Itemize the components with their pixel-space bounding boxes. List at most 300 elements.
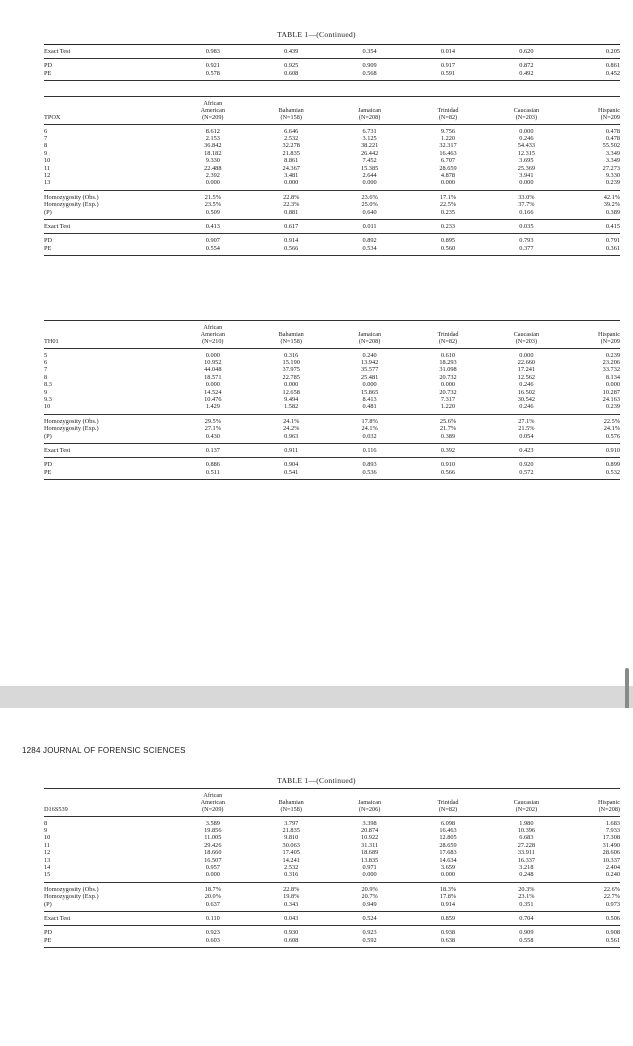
allele-frequency: 7.452 xyxy=(362,157,377,165)
header-line: (N=206) xyxy=(358,806,381,814)
allele-row xyxy=(44,179,620,186)
allele-frequency: 30.063 xyxy=(282,841,300,849)
allele-label: 8 xyxy=(44,142,48,150)
row-homo-obs xyxy=(44,886,620,893)
cell-value: 0.872 xyxy=(519,62,534,70)
allele-frequency: 38.221 xyxy=(360,142,379,150)
header-line: (N=202) xyxy=(515,806,538,814)
cell-value: 0.921 xyxy=(205,62,220,70)
allele-label: 10 xyxy=(44,157,51,165)
cell-value: 0.011 xyxy=(362,223,377,231)
allele-frequency: 3.349 xyxy=(605,157,620,165)
cell-value: 0.638 xyxy=(440,936,456,944)
allele-frequency: 9.756 xyxy=(440,127,456,135)
allele-frequency: 10.287 xyxy=(602,388,620,396)
cell-value: 0.389 xyxy=(440,432,456,440)
header-line: Hispanic xyxy=(598,331,620,339)
column-header xyxy=(330,789,408,816)
row-p xyxy=(44,901,620,908)
cell-value: 0.452 xyxy=(605,69,620,77)
cell-value: 0.859 xyxy=(440,915,456,923)
allele-frequency: 1.980 xyxy=(519,819,534,827)
allele-row xyxy=(44,165,620,172)
cell-value: 0.592 xyxy=(362,936,377,944)
header-line: Hispanic xyxy=(598,107,620,115)
allele-frequency: 14.241 xyxy=(282,856,300,864)
allele-frequency: 16.507 xyxy=(204,856,222,864)
allele-frequency: 3.797 xyxy=(284,819,299,827)
cell-value: 18.7% xyxy=(204,885,221,893)
allele-frequency: 0.240 xyxy=(605,871,620,879)
allele-row xyxy=(44,374,620,381)
header-line: (N=208) xyxy=(358,114,381,122)
cell-value: 0.413 xyxy=(205,223,220,231)
allele-frequency: 17.405 xyxy=(282,849,300,857)
column-header xyxy=(252,321,330,348)
allele-frequency: 17.308 xyxy=(602,834,620,842)
allele-frequency: 3.481 xyxy=(284,172,299,180)
allele-frequency: 27.228 xyxy=(517,841,536,849)
row-pe xyxy=(44,469,620,476)
cell-value: 22.5% xyxy=(603,417,620,425)
header-line: American xyxy=(200,799,226,807)
cell-value: 23.5% xyxy=(204,201,221,209)
allele-row xyxy=(44,128,620,135)
header-line: (N=209 xyxy=(600,338,620,346)
cell-value: 24.1% xyxy=(283,417,300,425)
row-p xyxy=(44,433,620,440)
allele-row xyxy=(44,381,620,388)
cell-value: 0.925 xyxy=(284,62,299,70)
cell-value: 0.561 xyxy=(605,936,620,944)
allele-frequency: 9.330 xyxy=(605,172,620,180)
cell-value: 0.576 xyxy=(605,432,620,440)
allele-label: 8 xyxy=(44,373,48,381)
row-homo-exp xyxy=(44,893,620,900)
cell-value: 27.1% xyxy=(518,417,535,425)
allele-frequency: 4.878 xyxy=(440,172,456,180)
cell-value: 0.914 xyxy=(440,900,456,908)
cell-value: 0.923 xyxy=(205,929,220,937)
row-pe xyxy=(44,245,620,252)
column-header xyxy=(487,789,565,816)
allele-frequency: 3.218 xyxy=(519,864,534,872)
locus-name: TH01 xyxy=(44,338,59,346)
header-line: (N=209 xyxy=(600,114,620,122)
allele-frequency: 13.835 xyxy=(360,856,379,864)
row-label: (P) xyxy=(44,208,52,216)
allele-frequency: 0.957 xyxy=(205,864,220,872)
cell-value: 0.923 xyxy=(362,929,377,937)
cell-value: 0.166 xyxy=(519,208,534,216)
cell-value: 37.7% xyxy=(518,201,535,209)
allele-frequency: 16.463 xyxy=(439,149,457,157)
allele-frequency: 6.646 xyxy=(284,127,299,135)
row-label: Exact Test xyxy=(44,447,71,455)
allele-frequency: 0.000 xyxy=(440,871,456,879)
header-line: Bahamian xyxy=(278,107,304,115)
allele-frequency: 27.273 xyxy=(602,164,620,172)
cell-value: 0.886 xyxy=(205,461,220,469)
cell-value: 0.791 xyxy=(605,237,620,245)
header-line: (N=210) xyxy=(202,338,224,346)
allele-frequency: 33.732 xyxy=(602,366,620,374)
cell-value: 0.909 xyxy=(519,929,534,937)
cell-value: 22.6% xyxy=(603,885,620,893)
allele-frequency: 0.248 xyxy=(519,871,534,879)
allele-frequency: 13.942 xyxy=(360,359,379,367)
allele-frequency: 18.689 xyxy=(360,849,379,857)
allele-frequency: 8.612 xyxy=(205,127,220,135)
allele-frequency: 0.246 xyxy=(519,403,534,411)
cell-value: 0.793 xyxy=(519,237,534,245)
row-label: Homozygosity (Obs.) xyxy=(44,193,99,201)
cell-value: 0.043 xyxy=(284,915,299,923)
cell-value: 0.054 xyxy=(519,432,534,440)
cell-value: 0.430 xyxy=(205,432,220,440)
allele-frequency: 9.330 xyxy=(205,157,220,165)
allele-row xyxy=(44,359,620,366)
column-header xyxy=(330,321,408,348)
cell-value: 0.205 xyxy=(605,48,620,55)
allele-row xyxy=(44,849,620,856)
allele-row xyxy=(44,871,620,878)
allele-frequency: 29.426 xyxy=(204,841,222,849)
allele-frequency: 31.098 xyxy=(439,366,457,374)
column-header xyxy=(174,97,252,124)
header-line: Bahamian xyxy=(278,799,304,807)
allele-frequency: 0.971 xyxy=(362,864,377,872)
cell-value: 33.0% xyxy=(518,193,535,201)
row-homo-exp xyxy=(44,425,620,432)
allele-frequency: 10.476 xyxy=(204,396,222,404)
header-line: Jamaican xyxy=(358,331,382,339)
allele-frequency: 14.634 xyxy=(439,856,457,864)
allele-label: 13 xyxy=(44,856,51,864)
allele-frequency: 54.433 xyxy=(517,142,536,150)
cell-value: 0.620 xyxy=(519,48,534,55)
allele-frequency: 0.000 xyxy=(605,381,620,389)
allele-label: 6 xyxy=(44,127,48,135)
column-header xyxy=(252,97,330,124)
cell-value: 24.2% xyxy=(283,425,300,433)
cell-value: 0.560 xyxy=(440,244,456,252)
cell-value: 22.7% xyxy=(603,893,620,901)
allele-row xyxy=(44,157,620,164)
allele-frequency: 16.502 xyxy=(517,388,536,396)
allele-frequency: 10.396 xyxy=(517,827,536,835)
allele-frequency: 0.316 xyxy=(284,871,299,879)
allele-frequency: 0.000 xyxy=(362,871,377,879)
allele-frequency: 33.911 xyxy=(517,849,535,857)
allele-frequency: 1.429 xyxy=(205,403,220,411)
allele-label: 11 xyxy=(44,164,51,172)
cell-value: 25.6% xyxy=(439,417,457,425)
cell-value: 0.983 xyxy=(205,48,220,55)
allele-frequency: 28.606 xyxy=(602,849,620,857)
row-label: PE xyxy=(44,69,52,77)
row-label: PD xyxy=(44,929,53,937)
header-line: Hispanic xyxy=(598,799,620,807)
allele-label: 8.3 xyxy=(44,381,52,389)
allele-frequency: 7.317 xyxy=(440,396,456,404)
cell-value: 0.233 xyxy=(440,223,456,231)
allele-frequency: 22.488 xyxy=(204,164,222,172)
header-line: Caucasian xyxy=(513,799,540,807)
allele-row xyxy=(44,135,620,142)
cell-value: 29.5% xyxy=(204,417,221,425)
allele-frequency: 0.239 xyxy=(605,403,620,411)
header-line: (N=158) xyxy=(280,338,302,346)
allele-frequency: 32.317 xyxy=(439,142,457,150)
allele-frequency: 19.856 xyxy=(204,827,222,835)
allele-frequency: 0.000 xyxy=(362,179,377,187)
cell-value: 22.8% xyxy=(283,885,300,893)
cell-value: 0.949 xyxy=(362,900,377,908)
cell-value: 0.608 xyxy=(284,69,299,77)
header-line: Jamaican xyxy=(358,799,382,807)
row-pe xyxy=(44,70,620,77)
row-exact-test xyxy=(44,223,620,230)
locus-name: TPOX xyxy=(44,114,61,122)
allele-frequency: 1.683 xyxy=(605,819,620,827)
allele-frequency: 32.278 xyxy=(282,142,300,150)
allele-frequency: 0.000 xyxy=(440,381,456,389)
allele-frequency: 18.660 xyxy=(204,849,222,857)
cell-value: 0.914 xyxy=(284,237,299,245)
row-label: PD xyxy=(44,461,53,469)
cell-value: 0.909 xyxy=(362,62,377,70)
cell-value: 0.893 xyxy=(362,461,377,469)
allele-frequency: 20.732 xyxy=(439,388,457,396)
allele-frequency: 0.000 xyxy=(284,381,299,389)
allele-row xyxy=(44,857,620,864)
allele-frequency: 0.000 xyxy=(284,179,299,187)
allele-frequency: 1.582 xyxy=(284,403,299,411)
cell-value: 24.1% xyxy=(603,425,620,433)
allele-row xyxy=(44,827,620,834)
locus-name: D16S539 xyxy=(44,806,68,814)
allele-frequency: 6.098 xyxy=(440,819,456,827)
cell-value: 0.554 xyxy=(205,244,220,252)
cell-value: 0.116 xyxy=(362,447,377,455)
header-line: Bahamian xyxy=(278,331,304,339)
row-label: Exact Test xyxy=(44,48,71,55)
allele-frequency: 6.731 xyxy=(362,127,377,135)
cell-value: 0.907 xyxy=(205,237,220,245)
allele-label: 11 xyxy=(44,841,51,849)
allele-frequency: 31.490 xyxy=(602,841,620,849)
cell-value: 0.911 xyxy=(284,447,299,455)
cell-value: 20.9% xyxy=(361,885,378,893)
allele-frequency: 17.241 xyxy=(517,366,536,374)
cell-value: 0.014 xyxy=(440,48,456,55)
allele-frequency: 0.239 xyxy=(605,351,620,359)
allele-frequency: 21.835 xyxy=(282,149,300,157)
allele-frequency: 18.293 xyxy=(439,359,457,367)
allele-row xyxy=(44,820,620,827)
allele-frequency: 10.952 xyxy=(204,359,222,367)
header-line: Trinidad xyxy=(437,331,459,339)
allele-label: 7 xyxy=(44,135,48,143)
header-line: African xyxy=(203,324,223,331)
table-title: TABLE 1—(Continued) xyxy=(277,30,356,39)
allele-row xyxy=(44,352,620,359)
allele-row xyxy=(44,389,620,396)
cell-value: 20.0% xyxy=(204,893,221,901)
column-header xyxy=(252,789,330,816)
row-label: Homozygosity (Exp.) xyxy=(44,425,99,433)
row-label: Homozygosity (Exp.) xyxy=(44,893,99,901)
cell-value: 0.568 xyxy=(362,69,377,77)
allele-label: 9 xyxy=(44,827,48,835)
allele-frequency: 11.005 xyxy=(204,834,222,842)
allele-frequency: 0.246 xyxy=(519,381,534,389)
allele-frequency: 0.000 xyxy=(362,381,377,389)
header-line: (N=203) xyxy=(515,114,538,122)
allele-row xyxy=(44,403,620,410)
row-label: Homozygosity (Obs.) xyxy=(44,417,99,425)
allele-label: 5 xyxy=(44,351,48,359)
allele-frequency: 15.865 xyxy=(360,388,379,396)
header-line: African xyxy=(203,100,223,107)
allele-frequency: 0.000 xyxy=(519,127,534,135)
allele-frequency: 2.392 xyxy=(205,172,220,180)
cell-value: 18.3% xyxy=(439,885,457,893)
header-line: (N=158) xyxy=(280,806,302,814)
cell-value: 22.5% xyxy=(439,201,457,209)
allele-label: 8 xyxy=(44,819,48,827)
cell-value: 20.3% xyxy=(518,885,535,893)
allele-frequency: 3.589 xyxy=(205,819,220,827)
row-pd xyxy=(44,237,620,244)
cell-value: 0.908 xyxy=(605,929,620,937)
allele-frequency: 0.000 xyxy=(205,871,220,879)
allele-frequency: 0.000 xyxy=(205,381,220,389)
column-header xyxy=(409,97,487,124)
allele-frequency: 23.206 xyxy=(602,359,620,367)
cell-value: 0.895 xyxy=(440,237,456,245)
cell-value: 0.506 xyxy=(605,915,620,923)
allele-frequency: 0.000 xyxy=(205,179,220,187)
allele-frequency: 16.337 xyxy=(517,856,536,864)
allele-frequency: 7.933 xyxy=(605,827,620,835)
row-label: PE xyxy=(44,936,52,944)
allele-frequency: 44.048 xyxy=(204,366,222,374)
allele-row xyxy=(44,150,620,157)
allele-label: 10 xyxy=(44,403,51,411)
cell-value: 0.511 xyxy=(205,468,220,476)
allele-frequency: 8.134 xyxy=(605,373,620,381)
allele-row xyxy=(44,864,620,871)
allele-frequency: 0.478 xyxy=(605,135,620,143)
header-line: (N=208) xyxy=(598,806,620,814)
allele-frequency: 0.316 xyxy=(284,351,299,359)
allele-label: 10 xyxy=(44,834,51,842)
row-label: PD xyxy=(44,237,53,245)
allele-frequency: 25.369 xyxy=(517,164,536,172)
cell-value: 24.1% xyxy=(361,425,378,433)
header-line: American xyxy=(200,107,226,115)
header-line: Trinidad xyxy=(437,799,459,807)
cell-value: 27.1% xyxy=(204,425,221,433)
allele-frequency: 10.922 xyxy=(360,834,379,842)
cell-value: 0.235 xyxy=(440,208,456,216)
allele-label: 9 xyxy=(44,388,48,396)
allele-frequency: 8.861 xyxy=(284,157,299,165)
table-d16s539 xyxy=(44,788,620,948)
allele-frequency: 1.220 xyxy=(440,403,456,411)
allele-frequency: 2.644 xyxy=(362,172,377,180)
cell-value: 0.920 xyxy=(519,461,534,469)
cell-value: 17.8% xyxy=(361,417,378,425)
allele-frequency: 9.810 xyxy=(284,834,299,842)
cell-value: 23.6% xyxy=(361,193,378,201)
cell-value: 22.8% xyxy=(283,193,300,201)
allele-frequency: 6.707 xyxy=(440,157,456,165)
allele-frequency: 12.315 xyxy=(517,149,536,157)
cell-value: 0.608 xyxy=(284,936,299,944)
allele-frequency: 21.835 xyxy=(282,827,300,835)
header-line: American xyxy=(200,331,226,339)
cell-value: 23.1% xyxy=(518,893,535,901)
header-line: Trinidad xyxy=(437,107,459,115)
cell-value: 0.354 xyxy=(362,48,377,55)
allele-frequency: 9.494 xyxy=(284,396,299,404)
allele-label: 9 xyxy=(44,149,48,157)
row-label: PE xyxy=(44,468,52,476)
allele-frequency: 3.398 xyxy=(362,819,377,827)
header-line: (N=209) xyxy=(202,806,224,814)
table-th01 xyxy=(44,320,620,480)
allele-frequency: 26.442 xyxy=(360,149,379,157)
cell-value: 0.110 xyxy=(205,915,220,923)
cell-value: 0.910 xyxy=(605,447,620,455)
cell-value: 25.0% xyxy=(361,201,378,209)
allele-frequency: 20.732 xyxy=(439,373,457,381)
journal-header: 1284 JOURNAL OF FORENSIC SCIENCES xyxy=(22,746,186,755)
cell-value: 0.637 xyxy=(205,900,220,908)
cell-value: 0.892 xyxy=(362,237,377,245)
allele-frequency: 37.975 xyxy=(282,366,300,374)
allele-frequency: 2.153 xyxy=(205,135,220,143)
allele-frequency: 3.349 xyxy=(605,149,620,157)
cell-value: 0.566 xyxy=(440,468,456,476)
allele-frequency: 0.610 xyxy=(440,351,456,359)
cell-value: 21.5% xyxy=(518,425,535,433)
allele-frequency: 3.659 xyxy=(440,864,456,872)
allele-frequency: 12.658 xyxy=(282,388,300,396)
allele-frequency: 0.478 xyxy=(605,127,620,135)
row-label: (P) xyxy=(44,900,52,908)
cell-value: 0.343 xyxy=(284,900,299,908)
allele-frequency: 0.481 xyxy=(362,403,377,411)
cell-value: 0.640 xyxy=(362,208,377,216)
cell-value: 0.415 xyxy=(605,223,620,231)
allele-label: 13 xyxy=(44,179,51,187)
row-label: Exact Test xyxy=(44,915,71,923)
allele-label: 12 xyxy=(44,849,51,857)
row-label: PE xyxy=(44,244,52,252)
header-line: Jamaican xyxy=(358,107,382,115)
allele-frequency: 36.842 xyxy=(204,142,222,150)
allele-frequency: 16.463 xyxy=(439,827,457,835)
row-exact-test xyxy=(44,48,620,55)
cell-value: 0.536 xyxy=(362,468,377,476)
header-line: Caucasian xyxy=(513,107,540,115)
table-title-2: TABLE 1—(Continued) xyxy=(277,776,356,785)
column-header xyxy=(566,789,620,816)
